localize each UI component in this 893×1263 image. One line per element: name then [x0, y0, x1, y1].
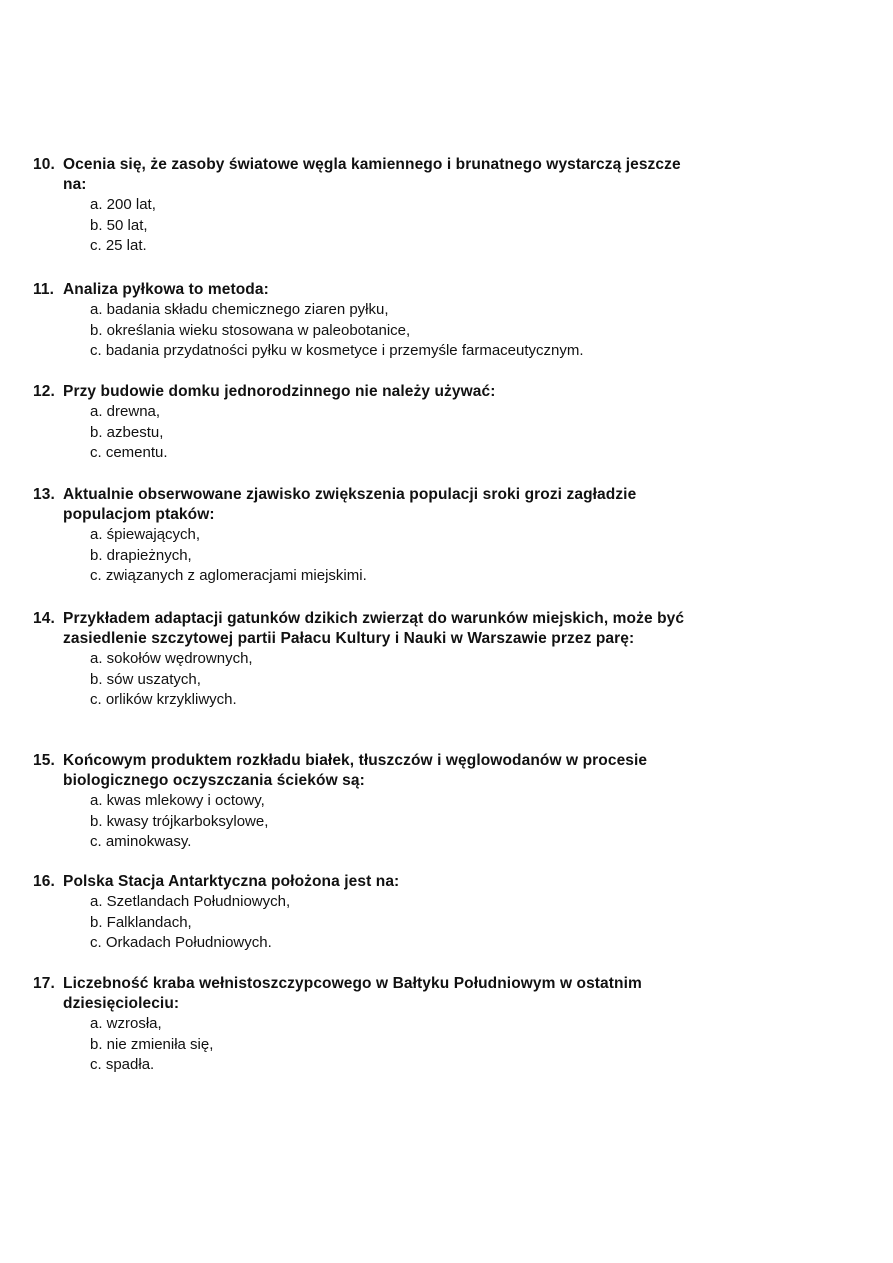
question-15 [33, 751, 753, 853]
question-text: Liczebność kraba wełnistoszczypcowego w Bałtyku Południowym w ostatnim dziesięcioleciu: [63, 975, 642, 1012]
question-14 [33, 609, 753, 711]
answer-c[interactable]: c. związanych z aglomeracjami miejskimi. [90, 567, 367, 584]
answer-c[interactable]: c. cementu. [90, 444, 168, 461]
answer-a[interactable]: a. badania składu chemicznego ziaren pyłku, [90, 301, 389, 318]
question-12 [33, 382, 753, 464]
answer-list [33, 195, 753, 257]
answer-a[interactable]: a. sokołów wędrownych, [90, 650, 253, 667]
question-number: 14. [33, 610, 55, 627]
answer-list [33, 892, 753, 954]
answer-c[interactable]: c. orlików krzykliwych. [90, 691, 237, 708]
question-number: 15. [33, 752, 55, 769]
question-11 [33, 280, 753, 362]
question-13 [33, 485, 753, 587]
answer-list [33, 525, 753, 587]
answer-list [33, 402, 753, 464]
question-number: 10. [33, 156, 55, 173]
question-heading [33, 485, 753, 525]
question-heading [33, 751, 753, 791]
answer-a[interactable]: a. wzrosła, [90, 1015, 162, 1032]
question-text: Przykładem adaptacji gatunków dzikich zwierząt do warunków miejskich, może być zasiedlenie szczytowej partii Pałacu Kultury i Nauki w Warszawie przez parę: [63, 610, 685, 647]
question-heading [33, 155, 753, 195]
question-text: Przy budowie domku jednorodzinnego nie należy używać: [63, 383, 496, 400]
question-number: 17. [33, 975, 55, 992]
question-heading [33, 974, 753, 1014]
answer-b[interactable]: b. Falklandach, [90, 913, 192, 931]
answer-a[interactable]: a. 200 lat, [90, 196, 156, 213]
question-heading [33, 609, 753, 649]
answer-a[interactable]: a. drewna, [90, 403, 161, 420]
question-heading [33, 872, 753, 892]
answer-b[interactable]: b. drapieżnych, [90, 546, 192, 564]
question-text: Aktualnie obserwowane zjawisko zwiększenia populacji sroki grozi zagładzie populacjom ptaków: [63, 486, 637, 523]
answer-a[interactable]: a. kwas mlekowy i octowy, [90, 792, 265, 809]
answer-list [33, 1014, 753, 1076]
question-17 [33, 974, 753, 1076]
answer-c[interactable]: c. badania przydatności pyłku w kosmetyce i przemyśle farmaceutycznym. [90, 342, 584, 359]
answer-b[interactable]: b. określania wieku stosowana w paleobotanice, [90, 321, 411, 339]
question-text: Polska Stacja Antarktyczna położona jest na: [63, 873, 400, 890]
question-number: 13. [33, 486, 55, 503]
question-text: Ocenia się, że zasoby światowe węgla kamiennego i brunatnego wystarczą jeszcze na: [63, 156, 681, 193]
answer-list [33, 300, 753, 362]
question-heading [33, 280, 753, 300]
question-heading [33, 382, 753, 402]
answer-a[interactable]: a. Szetlandach Południowych, [90, 893, 291, 910]
answer-a[interactable]: a. śpiewających, [90, 526, 201, 543]
question-10 [33, 155, 753, 257]
question-number: 11. [33, 281, 54, 298]
answer-b[interactable]: b. sów uszatych, [90, 670, 201, 688]
answer-b[interactable]: b. kwasy trójkarboksylowe, [90, 812, 269, 830]
question-number: 16. [33, 873, 55, 890]
answer-list [33, 649, 753, 711]
answer-list [33, 791, 753, 853]
question-16 [33, 872, 753, 954]
answer-c[interactable]: c. 25 lat. [90, 237, 147, 254]
answer-b[interactable]: b. 50 lat, [90, 216, 148, 234]
question-number: 12. [33, 383, 55, 400]
answer-b[interactable]: b. azbestu, [90, 423, 164, 441]
answer-b[interactable]: b. nie zmieniła się, [90, 1035, 214, 1053]
answer-c[interactable]: c. spadła. [90, 1056, 155, 1073]
answer-c[interactable]: c. aminokwasy. [90, 833, 192, 850]
question-text: Analiza pyłkowa to metoda: [63, 281, 269, 298]
answer-c[interactable]: c. Orkadach Południowych. [90, 934, 272, 951]
question-text: Końcowym produktem rozkładu białek, tłuszczów i węglowodanów w procesie biologicznego oczyszczania ścieków są: [63, 752, 648, 789]
